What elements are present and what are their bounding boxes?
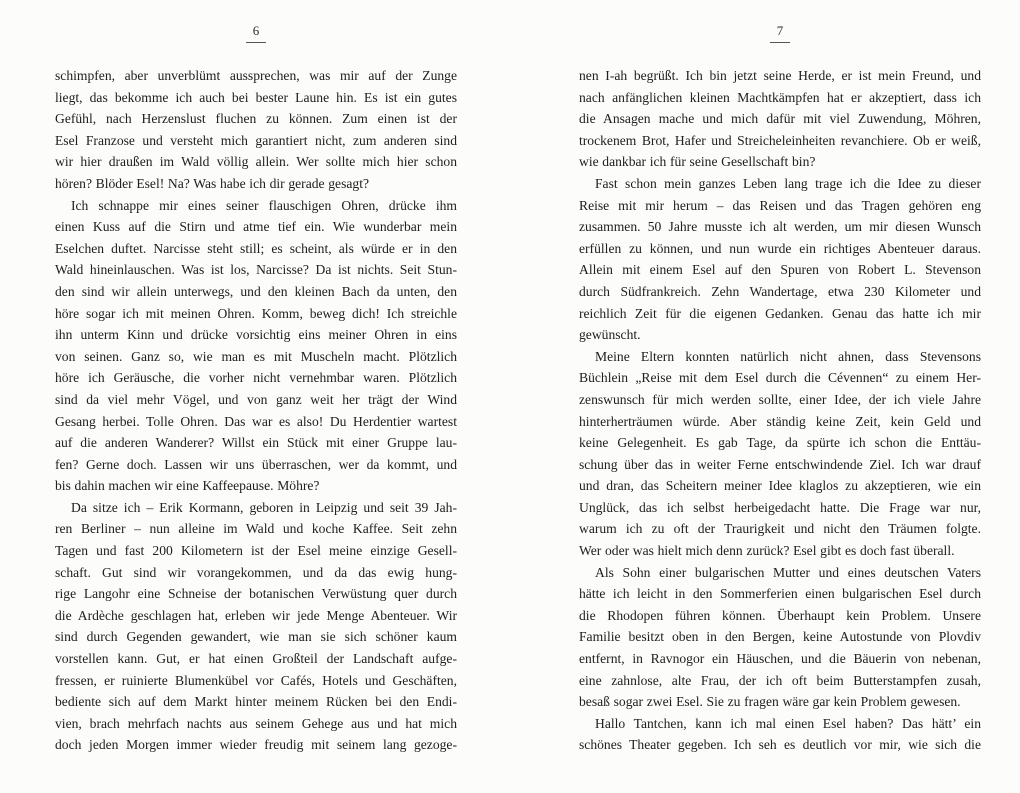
text-line: Hallo Tantchen, kann ich mal einen Esel haben? Das hätt’ ein [595, 715, 981, 731]
text-line: Meine Eltern konnten natürlich nicht ahnen, dass Stevensons [595, 348, 981, 364]
text-line: Als Sohn einer bulgarischen Mutter und eines deutschen Vaters [595, 564, 981, 580]
text-line: ren Berliner – nun alleine im Wald und koche Kaffee. Seit zehn [55, 521, 457, 537]
text-line: fressen, er ruinierte Blumenkübel vor Cafés, Hotels und Geschäften, [55, 672, 457, 688]
text-line: ihn unterm Kinn und drücke vorsichtig eins meiner Ohren in eins [55, 327, 457, 343]
text-line: bis dahin machen wir eine Kaffeepause. Möhre? [55, 478, 320, 494]
page-right [579, 0, 981, 793]
text-line: schung über das in weiter Ferne entschwindende Ziel. Ich war drauf [579, 456, 981, 472]
text-line: und dran, das Scheitern meiner Idee klaglos zu akzeptieren, wie ein [579, 478, 981, 494]
text-line: nen I-ah begrüßt. Ich bin jetzt seine Herde, er ist mein Freund, und [579, 68, 981, 83]
text-line: Ich schnappe mir eines seiner flauschigen Ohren, drücke ihm [71, 197, 457, 213]
text-line: erfüllen zu können, und nun wurde ein richtiges Abenteuer daraus. [579, 240, 981, 256]
text-line: nach anfänglichen kleinen Machtkämpfen hat er akzeptiert, dass ich [579, 89, 981, 105]
text-line: doch jeden Morgen immer wieder freudig mit seinem lang gezoge- [55, 737, 457, 753]
text-line: auf die anderen Wanderer? Willst ein Stück mit einer Gruppe lau- [55, 435, 457, 451]
text-line: Tagen und fast 200 Kilometern ist der Esel meine einzige Gesell- [55, 543, 457, 559]
text-line: hätte ich leicht in den Sommerferien einen bulgarischen Esel durch [579, 586, 981, 602]
text-line: gewünscht. [579, 327, 641, 343]
text-column-right [579, 65, 981, 756]
text-line: keine Gelegenheit. Es gab Tage, da spürte ich schon die Enttäu- [579, 435, 981, 451]
text-line: Fast schon mein ganzes Leben lang trage ich die Idee zu dieser [595, 175, 981, 191]
text-line: Wer oder was hielt mich denn zurück? Esel gibt es doch fast überall. [579, 543, 955, 559]
text-line: rige Langohr eine Schneise der botanischen Verwüstung quer durch [55, 586, 457, 602]
page-number: 6 [246, 24, 267, 43]
text-line: entfernt, in Ravnogor ein Häuschen, und die Bäuerin von nebenan, [579, 651, 981, 667]
text-line: Gesang herbei. Tolle Ohren. Das war es also! Du Herdentier wartest [55, 413, 457, 429]
text-line: die Ansagen mache und mich dafür mit viel Zuwendung, Möhren, [579, 111, 981, 127]
text-line: Familie besitzt oben in den Bergen, keine Autostunde von Plovdiv [579, 629, 981, 645]
text-line: den sind wir allein unterwegs, und den kleinen Bach da unten, den [55, 283, 457, 299]
text-line: wie dankbar ich für seine Gesellschaft bin? [579, 154, 816, 170]
text-line: zusammen. 50 Jahre musste ich alt werden, um mir diesen Wunsch [579, 219, 981, 235]
page-left [55, 0, 457, 793]
text-line: zenswunsch für mich werden sollte, einer Idee, der ich viele Jahre [579, 391, 981, 407]
text-line: höre ich Geräusche, die vorher nicht vernehmbar waren. Plötzlich [55, 370, 457, 386]
text-line: bediente sich auf dem Markt hinter meinem Rücken bei den Endi- [55, 694, 457, 710]
text-line: warum ich zu oft der Traurigkeit und nicht den Träumen folgte. [579, 521, 981, 537]
text-column-left [55, 65, 457, 756]
text-line: hören? Blöder Esel! Na? Was habe ich dir gerade gesagt? [55, 175, 370, 191]
text-line: schimpfen, aber unverblümt aussprechen, was mir auf der Zunge [55, 68, 457, 83]
text-line: besaß sogar zwei Esel. Sie zu fragen wäre gar kein Problem gewesen. [579, 694, 961, 710]
text-line: reichlich Zeit für die eigenen Gedanken. Genau das hatte ich mir [579, 305, 981, 321]
text-line: wir hier draußen im Wald völlig allein. Wer sollte mich hier schon [55, 154, 457, 170]
page-number: 7 [770, 24, 791, 43]
text-line: durch Südfrankreich. Zehn Wandertage, etwa 230 Kilometer und [579, 283, 981, 299]
text-line: einen Kuss auf die Stirn und atme tief ein. Wie wunderbar mein [55, 219, 457, 235]
text-line: vorstellen kann. Gut, er hat einen Großteil der Landschaft aufge- [55, 651, 457, 667]
text-line: schönes Theater gegeben. Ich seh es deutlich vor mir, wie sich die [579, 737, 981, 753]
text-line: Büchlein „Reise mit dem Esel durch die Cévennen“ zu einem Her- [579, 370, 981, 386]
text-line: Da sitze ich – Erik Kormann, geboren in Leipzig und seit 39 Jah- [71, 499, 457, 515]
text-line: Eselchen duftet. Narcisse steht still; es scheint, als würde er in den [55, 240, 457, 256]
text-line: fen? Gerne doch. Lassen wir uns überraschen, wer da kommt, und [55, 456, 457, 472]
text-line: von seinen. Ganz so, wie man es mit Muscheln macht. Plötzlich [55, 348, 457, 364]
text-line: vien, brach mehrfach nachts aus seinem Gehege aus und hat mich [55, 715, 457, 731]
text-line: Esel Franzose und versteht mich garantiert nicht, zum anderen sind [55, 132, 457, 148]
text-line: die Ardèche geschlagen hat, erleben wir jede Menge Abenteuer. Wir [55, 607, 457, 623]
text-line: trockenem Brot, Hafer und Streicheleinheiten revanchiere. Ob er weiß, [579, 132, 981, 148]
folio-right [579, 22, 981, 43]
text-line: Allein mit einem Esel auf den Spuren von Robert L. Stevenson [579, 262, 981, 278]
text-line: Wald hineinlauschen. Was ist los, Narcisse? Da ist nichts. Seit Stun- [55, 262, 457, 278]
text-line: schaft. Gut sind wir vorangekommen, und da das ewig hung- [55, 564, 457, 580]
text-line: hinterherträumen würde. Aber ständig keine Zeit, kein Geld und [579, 413, 981, 429]
text-line: die Rhodopen führen können. Überhaupt kein Problem. Unsere [579, 607, 981, 623]
folio-left [55, 22, 457, 43]
text-line: höre sogar ich mit meinen Ohren. Komm, beweg dich! Ich streichle [55, 305, 457, 321]
text-line: Reise mit mir herum – das Reisen und das Tragen gehören eng [579, 197, 981, 213]
text-line: eine zahnlose, alte Frau, der ich oft beim Butterstampfen zusah, [579, 672, 981, 688]
text-line: liegt, das bekomme ich auch bei bester Laune hin. Es ist ein gutes [55, 89, 457, 105]
text-line: Unglück, das ich selbst herbeigedacht hatte. Die Frage war nur, [579, 499, 981, 515]
text-line: sind durch Gegenden gewandert, wie man sie sich schöner kaum [55, 629, 457, 645]
text-line: Gefühl, nach Herzenslust fluchen zu können. Zum einen ist der [55, 111, 457, 127]
text-line: sind da viel mehr Vögel, und von ganz weit her trägt der Wind [55, 391, 457, 407]
